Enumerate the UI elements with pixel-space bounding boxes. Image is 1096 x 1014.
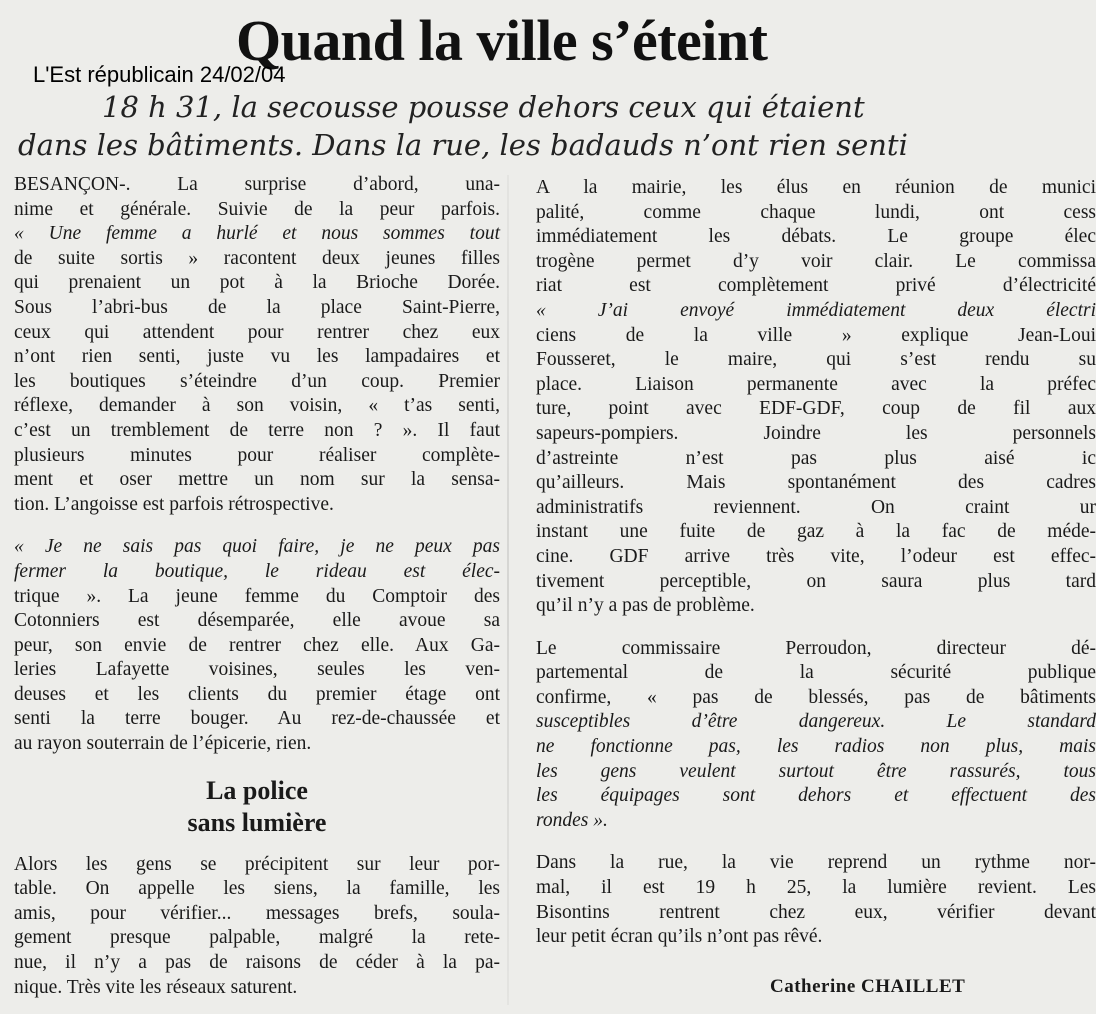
text-line: nique. Très vite les réseaux saturent. <box>14 976 298 998</box>
text-line: Bisontins rentrent chez eux, vérifier devant <box>536 901 1096 923</box>
text-line: ment et oser mettre un nom sur la sensa- <box>14 469 500 491</box>
text-line: amis, pour vérifier... messages brefs, soula- <box>14 902 500 924</box>
section-subhead <box>14 757 500 853</box>
text-line: partemental de la sécurité publique <box>536 662 1096 684</box>
text-line: leur petit écran qu’ils n’ont pas rêvé. <box>536 926 823 948</box>
text-line: palité, comme chaque lundi, ont cess <box>536 201 1096 223</box>
text-line: place. Liaison permanente avec la préfec <box>536 373 1096 395</box>
text-line <box>536 710 1096 735</box>
text-line: riat est complètement privé d’électricité <box>536 275 1096 297</box>
text-line: Dans la rue, la vie reprend un rythme nor- <box>536 852 1096 874</box>
text-line <box>536 299 1096 324</box>
text-line: ture, point avec EDF-GDF, coup de fil aux <box>536 398 1096 420</box>
quote-text: « J’ai envoyé immédiatement deux électri <box>536 299 1096 321</box>
text-line: Le commissaire Perroudon, directeur dé- <box>536 637 1096 659</box>
paragraph-1 <box>14 173 500 517</box>
paragraph-3 <box>14 853 500 1001</box>
text-line: gement presque palpable, malgré la rete- <box>14 927 500 949</box>
text-line <box>536 784 1096 809</box>
quote-text: « Je ne sais pas quoi faire, je ne peux pas <box>14 536 500 558</box>
quote-text: fermer la boutique, le rideau est élec- <box>14 560 500 582</box>
text-line: de suite sortis » racontent deux jeunes filles <box>14 247 500 269</box>
paragraph-5 <box>536 637 1096 834</box>
text-line <box>14 222 500 247</box>
author-signature: Catherine CHAILLET <box>770 976 966 997</box>
quote-text: les gens veulent surtout être rassurés, tous <box>536 760 1096 782</box>
right-column <box>536 176 1096 950</box>
text-line: c’est un tremblement de terre non ? ». Il faut <box>14 419 500 441</box>
quote-text: les équipages sont dehors et effectuent des <box>536 785 1096 807</box>
text-line: n’ont rien senti, juste vu les lampadaires et <box>14 346 500 368</box>
text-line <box>536 809 1096 834</box>
paragraph-6 <box>536 851 1096 949</box>
text-line: plusieurs minutes pour réaliser complète- <box>14 444 500 466</box>
quote-text: rondes ». <box>536 809 608 831</box>
text-line: leries Lafayette voisines, seules les ven- <box>14 659 500 681</box>
subhead-line: sans lumière <box>187 807 327 837</box>
text-line <box>536 760 1096 785</box>
text-line: trique ». La jeune femme du Comptoir des <box>14 585 500 607</box>
text-line: confirme, « pas de blessés, pas de bâtiments <box>536 686 1096 708</box>
text-line: qui prenaient un pot à la Brioche Dorée. <box>14 272 500 294</box>
text-line: table. On appelle les siens, la famille, les <box>14 878 500 900</box>
text-line <box>14 560 500 585</box>
text-line: instant une fuite de gaz à la fac de méde- <box>536 521 1096 543</box>
quote-text: « Une femme a hurlé et nous sommes tout <box>14 223 500 245</box>
text-line: ciens de la ville » explique Jean-Loui <box>536 324 1096 346</box>
quote-text: ne fonctionne pas, les radios non plus, mais <box>536 736 1096 758</box>
text-line: A la mairie, les élus en réunion de munici <box>536 177 1096 198</box>
text-line: qu’ailleurs. Mais spontanément des cadres <box>536 472 1096 494</box>
text-line: nue, il n’y a pas de raisons de céder à la pa- <box>14 952 500 974</box>
text-line: BESANÇON-. La surprise d’abord, una- <box>14 174 500 195</box>
text-line: Fousseret, le maire, qui s’est rendu su <box>536 349 1096 371</box>
headline: Quand la ville s’éteint <box>236 8 768 73</box>
subtitle-line: dans les bâtiments. Dans la rue, les badauds n’ont rien senti <box>18 128 908 162</box>
text-line: mal, il est 19 h 25, la lumière revient. Les <box>536 877 1096 899</box>
text-line: sapeurs-pompiers. Joindre les personnels <box>536 422 1096 444</box>
text-line: peur, son envie de rentrer chez elle. Aux Ga- <box>14 634 500 656</box>
text-line: d’astreinte n’est pas plus aisé ic <box>536 447 1096 469</box>
text-line: immédiatement les débats. Le groupe élec <box>536 226 1096 248</box>
left-column <box>14 173 500 1000</box>
quote-text: susceptibles d’être dangereux. Le standard <box>536 711 1096 733</box>
text-line <box>14 535 500 560</box>
text-line: cine. GDF arrive très vite, l’odeur est effec- <box>536 545 1096 567</box>
text-line: trogène permet d’y voir clair. Le commissa <box>536 250 1096 272</box>
column-divider <box>507 175 509 1005</box>
text-line: Cotonniers est désemparée, elle avoue sa <box>14 610 500 632</box>
source-label: L'Est républicain 24/02/04 <box>33 62 286 87</box>
subhead-line: La police <box>206 775 308 805</box>
text-line: réflexe, demander à son voisin, « t’as senti, <box>14 395 500 417</box>
paragraph-2 <box>14 535 500 756</box>
text-line: Sous l’abri-bus de la place Saint-Pierre, <box>14 296 500 318</box>
text-line: deuses et les clients du premier étage ont <box>14 683 500 705</box>
text-line: tivement perceptible, on saura plus tard <box>536 570 1096 592</box>
subtitle <box>18 88 1078 164</box>
text-line: administratifs reviennent. On craint ur <box>536 496 1096 518</box>
text-line: qu’il n’y a pas de problème. <box>536 595 755 617</box>
text-line: au rayon souterrain de l’épicerie, rien. <box>14 733 312 755</box>
text-line <box>536 735 1096 760</box>
text-line: Alors les gens se précipitent sur leur por- <box>14 853 500 875</box>
text-line: les boutiques s’éteindre d’un coup. Premier <box>14 370 500 392</box>
text-line: tion. L’angoisse est parfois rétrospective. <box>14 493 334 515</box>
text-line: ceux qui attendent pour rentrer chez eux <box>14 321 500 343</box>
paragraph-4 <box>536 176 1096 619</box>
subtitle-line: 18 h 31, la secousse pousse dehors ceux qui étaient <box>102 90 865 124</box>
text-line: senti la terre bouger. Au rez-de-chaussée et <box>14 708 500 730</box>
text-line: nime et générale. Suivie de la peur parfois. <box>14 198 500 220</box>
